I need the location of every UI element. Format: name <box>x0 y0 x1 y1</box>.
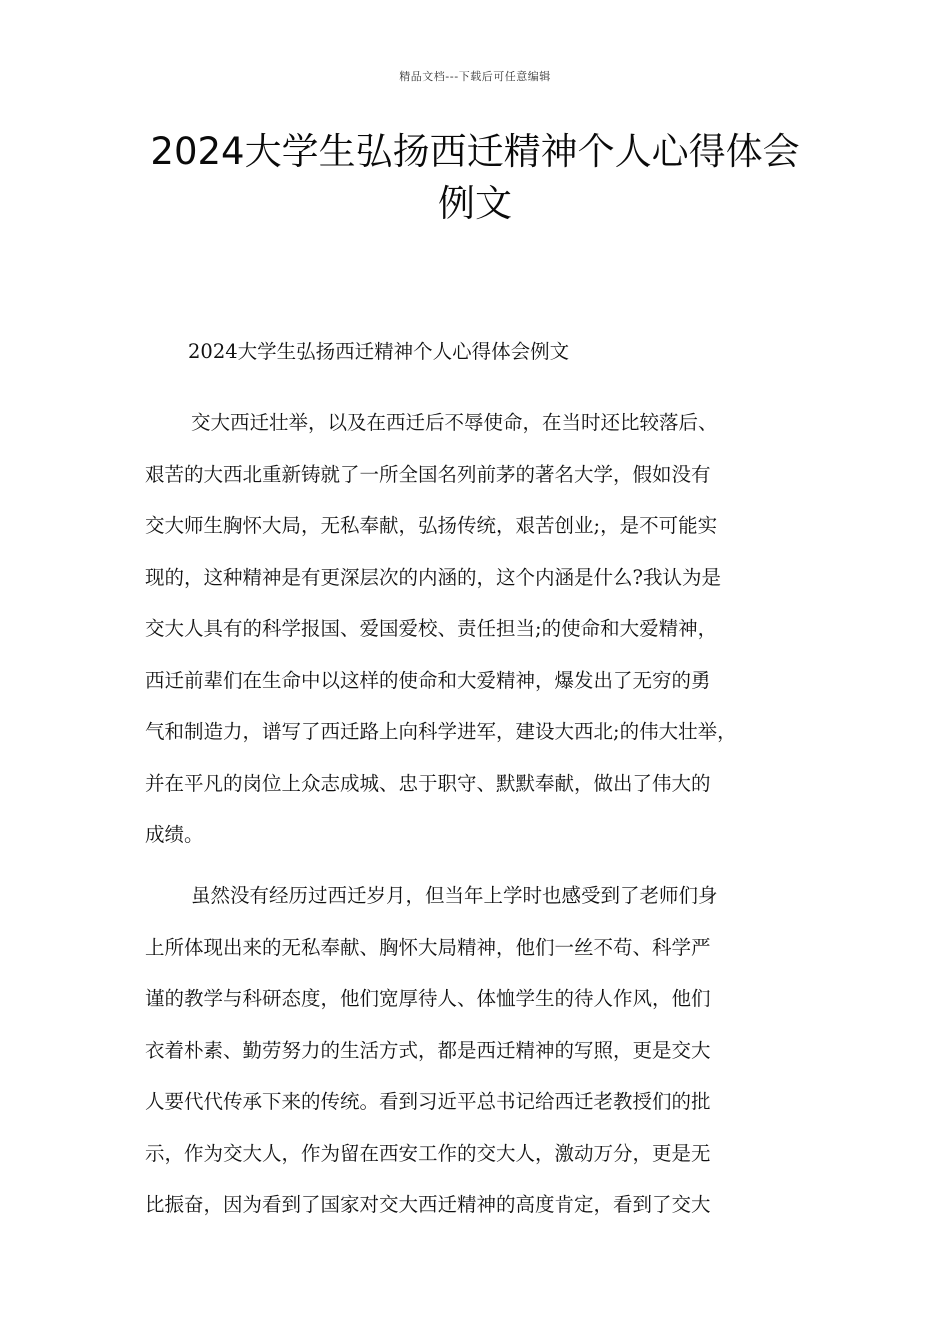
paragraph-line: 艰苦的大西北重新铸就了一所全国名列前茅的著名大学，假如没有 <box>145 462 711 486</box>
paragraph-line: 上所体现出来的无私奉献、胸怀大局精神，他们一丝不苟、科学严 <box>145 935 711 959</box>
paragraph-line: 西迁前辈们在生命中以这样的使命和大爱精神，爆发出了无穷的勇 <box>145 668 711 692</box>
paragraph-1 <box>145 405 835 869</box>
paragraph-line: 衣着朴素、勤劳努力的生活方式，都是西迁精神的写照，更是交大 <box>145 1038 711 1062</box>
paragraph-line: 虽然没有经历过西迁岁月，但当年上学时也感受到了老师们身 <box>191 884 718 907</box>
paragraph-line: 交大西迁壮举，以及在西迁后不辱使命，在当时还比较落后、 <box>191 411 718 434</box>
title-line: 例文 <box>438 182 512 225</box>
paragraph-line: 交大师生胸怀大局，无私奉献，弘扬传统，艰苦创业;，是不可能实 <box>145 514 718 537</box>
paragraph-line: 成绩。 <box>145 823 204 846</box>
document-title <box>130 126 820 230</box>
paragraph-line: 现的，这种精神是有更深层次的内涵的，这个内涵是什么?我认为是 <box>145 565 721 589</box>
paragraph-line: 比振奋，因为看到了国家对交大西迁精神的高度肯定，看到了交大 <box>145 1193 711 1216</box>
document-subtitle: 2024大学生弘扬西迁精神个人心得体会例文 <box>188 340 570 363</box>
title-line: 2024大学生弘扬西迁精神个人心得体会 <box>150 130 800 173</box>
paragraph-line: 谨的教学与科研态度，他们宽厚待人、体恤学生的待人作风，他们 <box>145 987 711 1010</box>
header-note: 精品文档---下载后可任意编辑 <box>399 70 551 83</box>
paragraph-line: 示，作为交大人，作为留在西安工作的交大人，激动万分，更是无 <box>145 1141 711 1165</box>
paragraph-2 <box>145 878 835 1239</box>
paragraph-line: 并在平凡的岗位上众志成城、忠于职守、默默奉献，做出了伟大的 <box>145 771 711 795</box>
paragraph-line: 气和制造力，谱写了西迁路上向科学进军，建设大西北;的伟大壮举， <box>145 720 737 743</box>
paragraph-line: 人要代代传承下来的传统。看到习近平总书记给西迁老教授们的批 <box>145 1090 711 1113</box>
paragraph-line: 交大人具有的科学报国、爱国爱校、责任担当;的使命和大爱精神， <box>145 617 718 640</box>
